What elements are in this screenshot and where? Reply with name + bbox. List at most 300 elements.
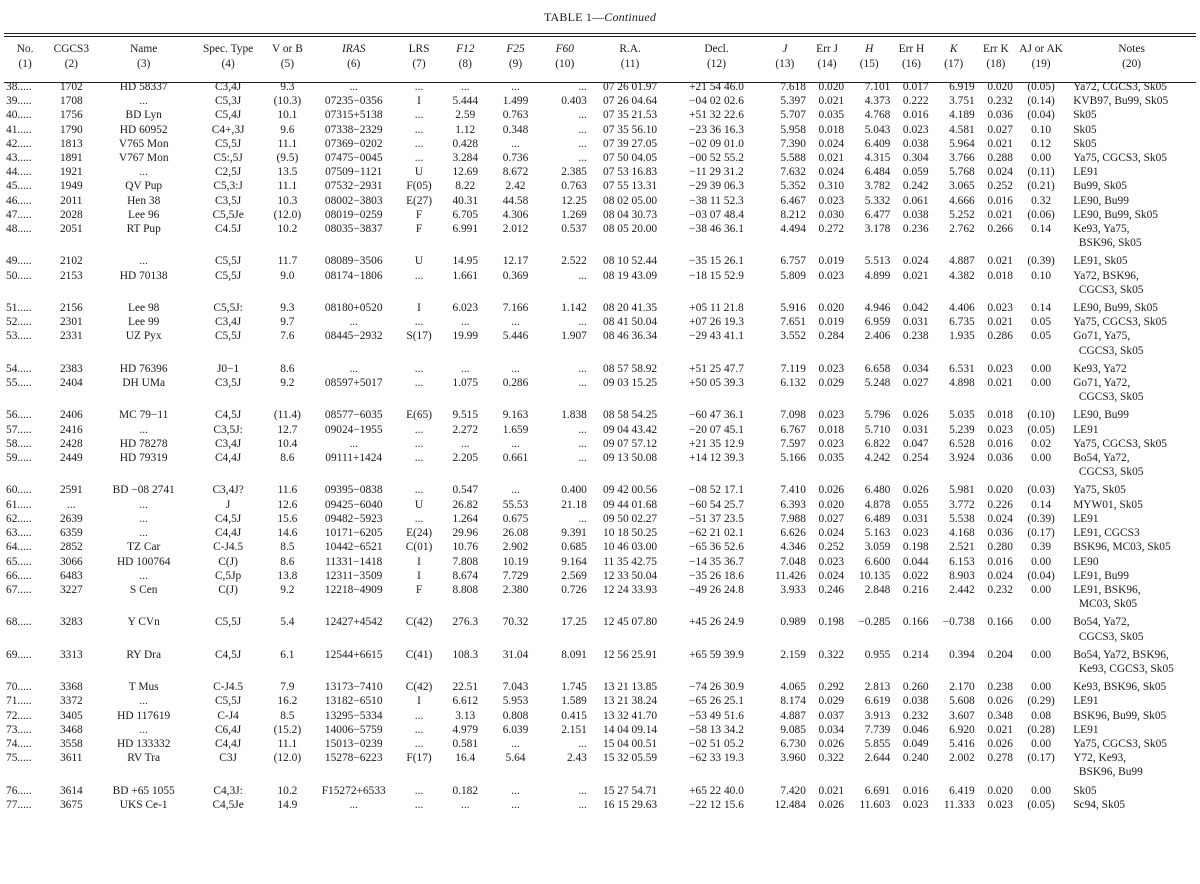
table-cell: 12544+6615 [324, 648, 383, 661]
table-cell: ... [578, 512, 587, 525]
table-cell: 9.0 [280, 269, 295, 282]
table-cell: ... [511, 81, 520, 93]
table-cell: 0.036 [987, 527, 1013, 540]
table-cell: 6.626 [780, 527, 806, 540]
table-cell: BD −08 2741 [112, 484, 175, 497]
table-cell: 0.286 [502, 377, 529, 390]
table-cell: 0.661 [502, 452, 529, 465]
table-cell: Y72, Ke93, BSK96, Bu99 [1073, 752, 1143, 779]
table-cell: 0.034 [818, 723, 845, 736]
table-cell: 08174−1806 [324, 269, 383, 282]
table-cell: 12 24 33.93 [603, 583, 658, 596]
table-cell: 0.020 [987, 484, 1013, 497]
table-cell: S(17) [406, 330, 432, 343]
table-cell: 1.838 [561, 409, 587, 422]
table-cell: 0.023 [902, 123, 929, 136]
table-cell: 2404 [59, 377, 83, 390]
table-cell: 13182−6510 [324, 695, 383, 708]
table-cell: 0.021 [818, 152, 845, 165]
table-cell: 5.4 [280, 616, 295, 629]
table-cell: 0.348 [987, 709, 1013, 722]
table-cell: 11.1 [277, 180, 298, 193]
table-cell: MYW01, Sk05 [1073, 498, 1143, 511]
column-header [541, 40, 589, 72]
table-cell: ... [460, 798, 470, 811]
table-row [4, 269, 1196, 297]
table-cell: C-J4.5 [213, 541, 244, 554]
table-cell: 1949 [59, 180, 83, 193]
table-cell: 07 26 01.97 [603, 81, 658, 93]
table-cell: 0.023 [987, 302, 1013, 315]
table-cell: ... [511, 362, 520, 375]
table-cell: +45 26 24.9 [689, 616, 744, 629]
table-cell: 0.026 [818, 484, 845, 497]
table-cell: 0.32 [1031, 194, 1052, 207]
table-row [4, 179, 1196, 193]
table-cell: 2.002 [949, 752, 975, 765]
table-cell: 0.031 [902, 423, 929, 436]
table-cell: 0.403 [561, 95, 587, 108]
table-cell: 72..... [6, 709, 32, 722]
table-cell: 2406 [59, 409, 83, 422]
table-cell: 9.3 [280, 81, 295, 93]
table-cell: 11.1 [277, 137, 298, 150]
table-cell: 6.767 [780, 423, 806, 436]
table-cell: 0.017 [902, 81, 929, 93]
table-cell: ... [139, 95, 148, 108]
table-cell: ... [414, 437, 424, 450]
table-cell: LE90, Bu99 [1073, 409, 1129, 422]
table-cell: 5.352 [780, 180, 806, 193]
top-rule-inner [4, 36, 1196, 37]
column-header-name: Spec. Type [202, 43, 254, 55]
column-header-number: (8) [458, 58, 472, 70]
table-cell: 0.038 [902, 695, 929, 708]
table-cell: 10.1 [277, 109, 298, 122]
table-cell: 2.762 [949, 223, 975, 236]
table-cell: 0.242 [902, 180, 929, 193]
table-cell: −14 35 36.7 [689, 555, 744, 568]
table-cell: 40.31 [452, 194, 479, 207]
table-cell: 3.065 [949, 180, 975, 193]
table-cell: 6.477 [864, 208, 891, 221]
table-cell: 10.76 [452, 541, 479, 554]
table-cell: 1.935 [949, 330, 975, 343]
table-cell: ... [460, 316, 470, 329]
table-cell: ... [578, 737, 587, 750]
table-cell: 0.018 [818, 123, 845, 136]
table-cell: 0.08 [1031, 709, 1052, 722]
table-cell: 43..... [6, 152, 32, 165]
table-cell: 70..... [6, 681, 32, 694]
table-cell: ... [139, 512, 148, 525]
table-cell: 3.772 [949, 498, 975, 511]
table-cell: LE91, Bu99 [1073, 569, 1129, 582]
table-row [4, 165, 1196, 179]
table-cell: 08 04 30.73 [603, 208, 658, 221]
table-cell: 0.272 [818, 223, 845, 236]
table-cell: 9.2 [280, 583, 295, 596]
table-row [4, 151, 1196, 165]
table-cell: 0.400 [561, 484, 587, 497]
table-cell: 6.480 [864, 484, 891, 497]
table-cell: 15278−6223 [324, 752, 383, 765]
table-cell: 0.049 [902, 737, 929, 750]
table-cell: 0.021 [987, 255, 1013, 268]
table-cell: I [417, 695, 421, 708]
table-cell: −23 36 16.3 [689, 123, 744, 136]
table-cell: Ya72, CGCS3, Sk05 [1073, 81, 1167, 93]
table-cell: (0.06) [1027, 208, 1055, 221]
table-cell: 2.522 [561, 255, 587, 268]
table-cell: −02 51 05.2 [689, 737, 744, 750]
table-cell: 2.159 [780, 648, 806, 661]
table-cell: I [417, 569, 421, 582]
table-cell: 08 41 50.04 [603, 316, 658, 329]
table-cell: LE90, Bu99 [1073, 194, 1129, 207]
column-header-number: (2) [64, 58, 78, 70]
table-cell: 6.153 [949, 555, 975, 568]
table-cell: ... [414, 377, 424, 390]
table-cell: 08 19 43.09 [603, 269, 658, 282]
column-header-name: CGCS3 [53, 43, 90, 55]
table-cell: HD 117619 [117, 709, 171, 722]
table-cell: 08445−2932 [324, 330, 383, 343]
table-cell: 9.515 [452, 409, 479, 422]
table-cell: −60 54 25.7 [689, 498, 744, 511]
table-row [4, 329, 1196, 357]
table-cell: 12.6 [277, 498, 298, 511]
table-cell: 3368 [59, 681, 83, 694]
table-cell: 4.242 [864, 452, 891, 465]
table-cell: 0.020 [818, 498, 845, 511]
table-cell: 0.031 [902, 316, 929, 329]
table-cell: 0.685 [561, 541, 587, 554]
table-row [4, 694, 1196, 708]
table-cell: ... [578, 269, 587, 282]
table-cell: HD 60952 [119, 123, 168, 136]
table-cell: LE91 [1073, 695, 1099, 708]
table-cell: 0.166 [987, 616, 1013, 629]
table-cell: 6.619 [864, 695, 891, 708]
table-cell: LE90, Bu99, Sk05 [1073, 302, 1159, 315]
table-cell: 8.6 [280, 362, 295, 375]
table-cell: ... [414, 452, 424, 465]
table-cell: 0.029 [818, 695, 845, 708]
table-cell: (11.4) [273, 409, 301, 422]
table-cell: +21 35 12.9 [689, 437, 744, 450]
table-cell: 0.031 [902, 512, 929, 525]
table-cell: 44.58 [502, 194, 529, 207]
table-cell: 4.168 [949, 527, 975, 540]
table-cell: −18 15 52.9 [689, 269, 744, 282]
column-header-number: (7) [412, 58, 426, 70]
table-cell: 0.036 [987, 452, 1013, 465]
table-cell: 07 55 13.31 [603, 180, 658, 193]
table-cell: 3.960 [780, 752, 806, 765]
table-cell: LE91, BSK96, MC03, Sk05 [1073, 583, 1141, 611]
column-header-number: (13) [775, 58, 795, 70]
table-cell: 12218−4909 [324, 583, 383, 596]
table-cell: ... [414, 152, 424, 165]
table-cell: 7.739 [864, 723, 891, 736]
column-header [977, 40, 1015, 72]
table-cell: Sc94, Sk05 [1073, 798, 1126, 811]
table-cell: 09 50 02.27 [603, 512, 658, 525]
table-cell: 5.513 [864, 255, 891, 268]
column-header [398, 40, 440, 72]
table-cell: 07 50 04.05 [603, 152, 658, 165]
table-cell: 0.047 [902, 437, 929, 450]
table-cell: BSK96, MC03, Sk05 [1073, 541, 1171, 554]
table-cell: Bu99, Sk05 [1073, 180, 1128, 193]
table-cell: −58 13 34.2 [689, 723, 744, 736]
table-cell: 2.380 [502, 583, 529, 596]
table-row [4, 780, 1196, 798]
table-cell: 2639 [59, 512, 83, 525]
table-cell: ... [414, 737, 424, 750]
column-header-name: H [865, 43, 874, 55]
table-row [4, 611, 1196, 643]
table-cell: C5,5J [214, 695, 242, 708]
table-cell: HD 100764 [116, 555, 171, 568]
table-cell: 0.023 [987, 798, 1013, 811]
table-cell: Lee 96 [128, 208, 160, 221]
table-cell: 14.95 [452, 255, 479, 268]
table-cell: 47..... [6, 208, 32, 221]
table-cell: 10 46 03.00 [603, 541, 658, 554]
table-cell: 09395−0838 [324, 484, 383, 497]
table-cell: 0.428 [452, 137, 479, 150]
table-cell: 0.024 [902, 255, 929, 268]
table-cell: 8.174 [780, 695, 806, 708]
table-cell: Ya75, CGCS3, Sk05 [1073, 737, 1167, 750]
table-cell: C(J) [218, 583, 238, 596]
table-cell: (0.04) [1027, 109, 1055, 122]
table-cell: ... [578, 452, 587, 465]
table-cell: 1.589 [561, 695, 587, 708]
table-cell: 2301 [59, 316, 83, 329]
table-cell: 07475−0045 [324, 152, 383, 165]
table-cell: 0.198 [818, 616, 845, 629]
table-cell: 09024−1955 [324, 423, 383, 436]
table-cell: 0.675 [502, 512, 529, 525]
table-cell: ... [139, 527, 148, 540]
table-cell: 0.226 [987, 498, 1013, 511]
table-cell: C3,5J [214, 377, 242, 390]
table-cell: 4.065 [780, 681, 806, 694]
table-cell: 7.101 [864, 81, 891, 93]
table-cell: 1.075 [452, 377, 479, 390]
table-cell: I [417, 95, 421, 108]
column-header-name: Notes [1118, 43, 1145, 55]
table-cell: 11.7 [277, 255, 298, 268]
table-cell: 0.00 [1031, 452, 1052, 465]
table-cell: Y CVn [127, 616, 160, 629]
column-header-number: (9) [508, 58, 523, 70]
table-cell: 1.661 [452, 269, 479, 282]
table-cell: ... [511, 798, 520, 811]
table-cell: 0.026 [818, 798, 845, 811]
table-cell: 77..... [6, 798, 32, 811]
table-cell: C4+,3J [211, 123, 245, 136]
table-cell: 39..... [6, 95, 32, 108]
table-cell: ... [349, 362, 358, 375]
table-cell: 0.369 [502, 269, 529, 282]
table-cell: 7.632 [780, 166, 806, 179]
table-cell: 0.00 [1031, 681, 1052, 694]
table-cell: 5.953 [502, 695, 529, 708]
table-cell: 22.51 [452, 681, 479, 694]
table-cell: 6.132 [780, 377, 806, 390]
table-cell: 7.9 [280, 681, 295, 694]
column-header [931, 40, 977, 72]
table-row [4, 798, 1196, 812]
table-cell: 76..... [6, 784, 32, 797]
table-cell: 5.958 [780, 123, 806, 136]
table-cell: 0.024 [987, 166, 1013, 179]
table-row [4, 404, 1196, 422]
column-header [1067, 40, 1196, 72]
table-cell: ... [511, 737, 520, 750]
table-cell: −29 39 06.3 [689, 180, 744, 193]
table-cell: Sk05 [1073, 137, 1097, 150]
table-cell: 0.252 [818, 541, 845, 554]
column-header [892, 40, 930, 72]
table-cell: 1.499 [502, 95, 529, 108]
table-row [4, 137, 1196, 151]
table-cell: −00 52 55.2 [689, 152, 744, 165]
table-cell: 4.315 [864, 152, 891, 165]
table-cell: (15.2) [273, 723, 302, 736]
table-cell: 2416 [59, 423, 83, 436]
table-cell: Bo54, Ya72, CGCS3, Sk05 [1073, 452, 1144, 479]
table-cell: −65 26 25.1 [689, 695, 744, 708]
table-cell: 4.666 [949, 194, 975, 207]
table-cell: 2383 [59, 362, 83, 375]
table-cell: 12.69 [452, 166, 479, 179]
column-header-number: (3) [137, 58, 151, 70]
table-cell: 10.2 [277, 223, 298, 236]
table-cell: ... [460, 437, 470, 450]
table-cell: 0.00 [1031, 784, 1052, 797]
table-cell: 10171−6205 [324, 527, 383, 540]
table-cell: LE91, CGCS3 [1073, 527, 1140, 540]
table-cell: RY Dra [126, 648, 162, 661]
table-cell: F [415, 223, 423, 236]
column-header [762, 40, 808, 72]
table-cell: 0.00 [1031, 377, 1052, 390]
table-cell: 3.782 [864, 180, 891, 193]
table-cell: 10.19 [502, 555, 529, 568]
table-cell: 3.751 [949, 95, 975, 108]
table-cell: 2852 [59, 541, 83, 554]
table-body [4, 80, 1196, 812]
table-cell: 0.021 [987, 377, 1013, 390]
table-cell: −22 12 15.6 [689, 798, 744, 811]
table-cell: 0.05 [1031, 316, 1052, 329]
table-cell: 0.288 [987, 152, 1013, 165]
table-cell: C4,4J [214, 452, 242, 465]
caption-prefix: TABLE 1— [543, 10, 605, 24]
table-cell: −08 52 17.1 [689, 484, 744, 497]
table-cell: −20 07 45.1 [689, 423, 744, 436]
table-cell: 1708 [59, 95, 83, 108]
table-cell: 3.933 [780, 583, 806, 596]
table-cell: BD +65 1055 [112, 784, 175, 797]
table-cell: −38 46 36.1 [689, 223, 744, 236]
table-cell: 54..... [6, 362, 32, 375]
table-cell: 70.32 [502, 616, 529, 629]
column-header-name: IRAS [342, 43, 366, 55]
table-cell: 11.603 [859, 798, 891, 811]
table-cell: 5.248 [864, 377, 891, 390]
table-cell: ... [578, 377, 587, 390]
column-header-name: LRS [408, 43, 430, 55]
table-cell: 13295−5334 [324, 709, 383, 722]
column-header-name: Name [130, 43, 158, 55]
column-header-number: (19) [1031, 58, 1051, 70]
table-cell: 12 33 50.04 [603, 569, 658, 582]
table-cell: 11 35 42.75 [603, 555, 657, 568]
table-cell: 3.607 [949, 709, 975, 722]
table-cell: 2028 [59, 208, 83, 221]
table-cell: 0.022 [902, 569, 929, 582]
table-cell: HD 79319 [119, 452, 168, 465]
table-row [4, 194, 1196, 208]
table-cell: 4.887 [780, 709, 806, 722]
table-cell: 4.979 [452, 723, 479, 736]
table-cell: (12.0) [273, 208, 302, 221]
table-cell: 8.6 [280, 452, 295, 465]
table-cell: 5.252 [949, 208, 975, 221]
table-cell: ... [578, 437, 587, 450]
table-cell: 0.018 [987, 269, 1013, 282]
table-row [4, 423, 1196, 437]
column-header [490, 40, 540, 72]
table-cell: 1921 [59, 166, 83, 179]
table-cell: 0.021 [987, 316, 1013, 329]
table-row [4, 80, 1196, 94]
table-cell: 09 13 50.08 [603, 452, 658, 465]
table-cell: ... [349, 316, 358, 329]
table-cell: 7.043 [502, 681, 529, 694]
table-cell: −51 37 23.5 [689, 512, 744, 525]
table-cell: 7.119 [780, 362, 806, 375]
table-cell: 12311−3509 [325, 569, 383, 582]
table-cell: 6483 [59, 569, 83, 582]
table-cell: 41..... [6, 123, 32, 136]
table-cell: C(01) [405, 541, 433, 554]
table-cell: ... [414, 123, 424, 136]
table-cell: 0.021 [818, 784, 845, 797]
column-header-number: (16) [901, 58, 921, 70]
table-cell: 0.00 [1031, 555, 1052, 568]
table-cell: 0.00 [1031, 152, 1052, 165]
table-cell: 2.272 [452, 423, 479, 436]
table-cell: 12427+4542 [324, 616, 383, 629]
table-cell: 0.055 [902, 498, 929, 511]
table-cell: ... [511, 437, 520, 450]
table-cell: Ya75, CGCS3, Sk05 [1073, 152, 1167, 165]
table-cell: 4.581 [949, 123, 975, 136]
table-cell: ... [578, 109, 587, 122]
table-cell: 08 46 36.34 [603, 330, 658, 343]
table-cell: ... [67, 498, 76, 511]
table-cell: 08 05 20.00 [603, 223, 658, 236]
table-cell: F(17) [406, 752, 432, 765]
table-cell: 50..... [6, 269, 32, 282]
